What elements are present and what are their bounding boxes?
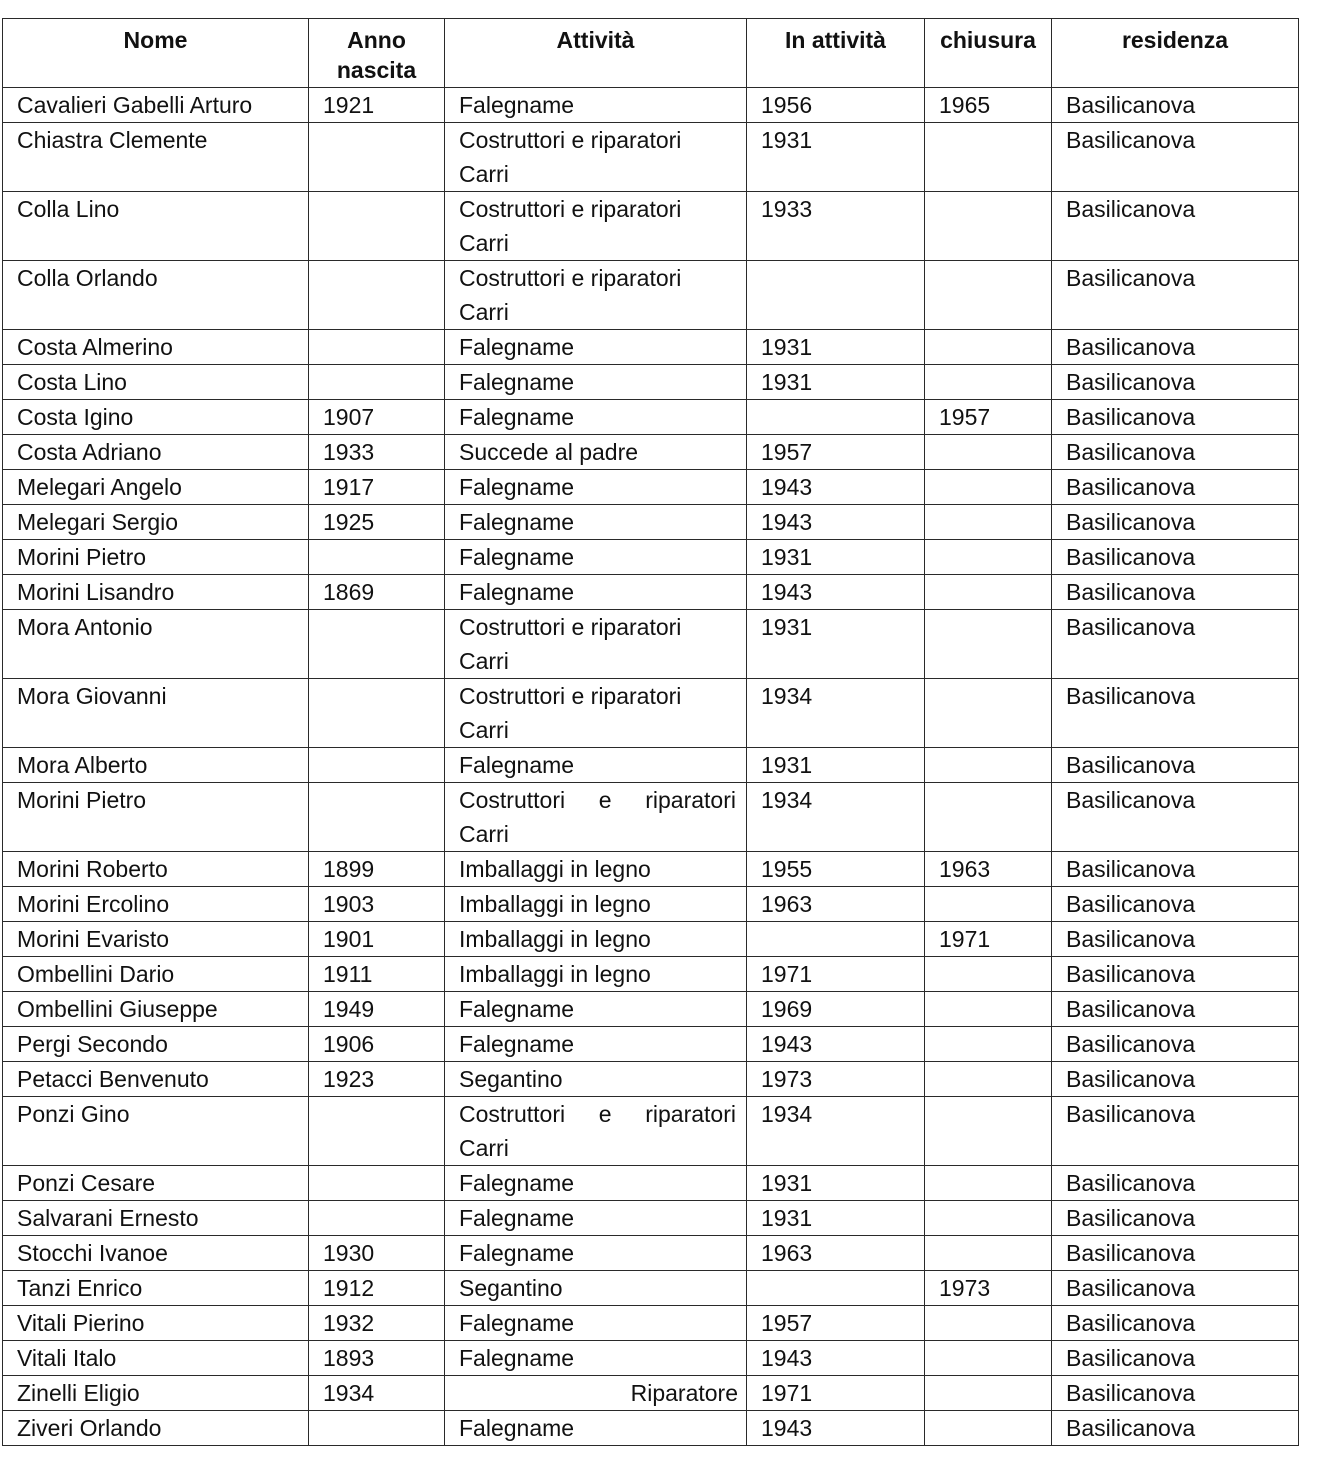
chiusura-cell xyxy=(925,1201,1052,1236)
residenza-cell: Basilicanova xyxy=(1052,1062,1299,1097)
nome-cell: Melegari Sergio xyxy=(3,505,309,540)
residenza-cell: Basilicanova xyxy=(1052,1027,1299,1062)
chiusura-cell xyxy=(925,261,1052,330)
scanned-page xyxy=(2,18,1298,1446)
table-row xyxy=(3,575,1299,610)
nome-cell: Ombellini Dario xyxy=(3,957,309,992)
anno-nascita-cell xyxy=(309,540,445,575)
residenza-cell: Basilicanova xyxy=(1052,957,1299,992)
in-attivita-cell: 1971 xyxy=(747,957,925,992)
chiusura-cell xyxy=(925,1166,1052,1201)
attivita-cell: Costruttori e riparatori Carri xyxy=(445,123,747,192)
in-attivita-cell: 1943 xyxy=(747,1027,925,1062)
table-row xyxy=(3,679,1299,748)
chiusura-cell xyxy=(925,365,1052,400)
table-row xyxy=(3,922,1299,957)
in-attivita-cell: 1973 xyxy=(747,1062,925,1097)
in-attivita-cell: 1931 xyxy=(747,540,925,575)
attivita-cell: Falegname xyxy=(445,992,747,1027)
anno-nascita-cell xyxy=(309,1201,445,1236)
in-attivita-cell: 1943 xyxy=(747,1411,925,1446)
residenza-cell: Basilicanova xyxy=(1052,922,1299,957)
attivita-cell: Falegname xyxy=(445,1027,747,1062)
chiusura-cell xyxy=(925,575,1052,610)
attivita-cell: Falegname xyxy=(445,540,747,575)
chiusura-cell xyxy=(925,887,1052,922)
anno-nascita-cell xyxy=(309,192,445,261)
table-row xyxy=(3,1236,1299,1271)
chiusura-cell xyxy=(925,1376,1052,1411)
in-attivita-cell: 1934 xyxy=(747,1097,925,1166)
table-body xyxy=(3,88,1299,1446)
nome-cell: Morini Lisandro xyxy=(3,575,309,610)
attivita-cell: Costruttori e riparatori Carri xyxy=(445,610,747,679)
table-row xyxy=(3,1341,1299,1376)
nome-cell: Stocchi Ivanoe xyxy=(3,1236,309,1271)
anno-nascita-cell: 1925 xyxy=(309,505,445,540)
residenza-cell: Basilicanova xyxy=(1052,748,1299,783)
nome-cell: Ponzi Cesare xyxy=(3,1166,309,1201)
anno-nascita-cell: 1903 xyxy=(309,887,445,922)
anno-nascita-cell: 1921 xyxy=(309,88,445,123)
in-attivita-cell: 1931 xyxy=(747,365,925,400)
chiusura-cell xyxy=(925,1236,1052,1271)
nome-cell: Ponzi Gino xyxy=(3,1097,309,1166)
in-attivita-cell: 1943 xyxy=(747,470,925,505)
residenza-cell: Basilicanova xyxy=(1052,852,1299,887)
anno-nascita-cell xyxy=(309,365,445,400)
residenza-cell: Basilicanova xyxy=(1052,1376,1299,1411)
residenza-cell: Basilicanova xyxy=(1052,505,1299,540)
chiusura-cell: 1963 xyxy=(925,852,1052,887)
anno-nascita-cell: 1949 xyxy=(309,992,445,1027)
in-attivita-cell xyxy=(747,1271,925,1306)
nome-cell: Mora Antonio xyxy=(3,610,309,679)
in-attivita-cell: 1943 xyxy=(747,1341,925,1376)
attivita-cell: Costruttori e riparatori Carri xyxy=(445,679,747,748)
chiusura-cell xyxy=(925,1062,1052,1097)
nome-cell: Ziveri Orlando xyxy=(3,1411,309,1446)
table-row xyxy=(3,1376,1299,1411)
in-attivita-cell: 1931 xyxy=(747,1166,925,1201)
chiusura-cell xyxy=(925,505,1052,540)
attivita-cell: Falegname xyxy=(445,365,747,400)
anno-nascita-cell: 1911 xyxy=(309,957,445,992)
chiusura-cell xyxy=(925,330,1052,365)
attivita-cell: Segantino xyxy=(445,1062,747,1097)
in-attivita-cell: 1963 xyxy=(747,1236,925,1271)
anno-nascita-cell xyxy=(309,610,445,679)
in-attivita-cell: 1931 xyxy=(747,1201,925,1236)
nome-cell: Cavalieri Gabelli Arturo xyxy=(3,88,309,123)
table-row xyxy=(3,1062,1299,1097)
nome-cell: Chiastra Clemente xyxy=(3,123,309,192)
residenza-cell: Basilicanova xyxy=(1052,365,1299,400)
table-row xyxy=(3,400,1299,435)
nome-cell: Mora Alberto xyxy=(3,748,309,783)
table-row xyxy=(3,123,1299,192)
nome-cell: Colla Orlando xyxy=(3,261,309,330)
anno-nascita-cell: 1893 xyxy=(309,1341,445,1376)
anno-nascita-cell xyxy=(309,261,445,330)
residenza-cell: Basilicanova xyxy=(1052,887,1299,922)
nome-cell: Salvarani Ernesto xyxy=(3,1201,309,1236)
residenza-cell: Basilicanova xyxy=(1052,1411,1299,1446)
in-attivita-cell: 1969 xyxy=(747,992,925,1027)
anno-nascita-cell xyxy=(309,1166,445,1201)
chiusura-cell xyxy=(925,1306,1052,1341)
table-row xyxy=(3,505,1299,540)
chiusura-cell xyxy=(925,783,1052,852)
attivita-cell: Costruttori e riparatori Carri xyxy=(445,783,747,852)
in-attivita-cell: 1957 xyxy=(747,435,925,470)
artisans-table xyxy=(2,18,1299,1446)
attivita-cell: Falegname xyxy=(445,575,747,610)
anno-nascita-cell xyxy=(309,123,445,192)
residenza-cell: Basilicanova xyxy=(1052,192,1299,261)
attivita-cell: Imballaggi in legno xyxy=(445,957,747,992)
in-attivita-cell: 1963 xyxy=(747,887,925,922)
attivita-cell: Imballaggi in legno xyxy=(445,922,747,957)
chiusura-cell xyxy=(925,1097,1052,1166)
in-attivita-cell: 1931 xyxy=(747,123,925,192)
attivita-cell: Falegname xyxy=(445,1236,747,1271)
residenza-cell: Basilicanova xyxy=(1052,1236,1299,1271)
residenza-cell: Basilicanova xyxy=(1052,1271,1299,1306)
attivita-cell: Succede al padre xyxy=(445,435,747,470)
chiusura-cell: 1965 xyxy=(925,88,1052,123)
table-row xyxy=(3,1097,1299,1166)
attivita-cell: Falegname xyxy=(445,748,747,783)
attivita-cell: Imballaggi in legno xyxy=(445,852,747,887)
chiusura-cell xyxy=(925,123,1052,192)
chiusura-cell: 1957 xyxy=(925,400,1052,435)
anno-nascita-cell: 1917 xyxy=(309,470,445,505)
header-row xyxy=(3,19,1299,88)
residenza-cell: Basilicanova xyxy=(1052,540,1299,575)
chiusura-cell: 1973 xyxy=(925,1271,1052,1306)
attivita-cell: Segantino xyxy=(445,1271,747,1306)
table-row xyxy=(3,192,1299,261)
anno-nascita-cell: 1912 xyxy=(309,1271,445,1306)
residenza-cell: Basilicanova xyxy=(1052,1166,1299,1201)
attivita-cell: Costruttori e riparatori Carri xyxy=(445,261,747,330)
nome-cell: Morini Ercolino xyxy=(3,887,309,922)
table-row xyxy=(3,852,1299,887)
table-row xyxy=(3,261,1299,330)
residenza-cell: Basilicanova xyxy=(1052,1306,1299,1341)
nome-cell: Costa Adriano xyxy=(3,435,309,470)
table-row xyxy=(3,783,1299,852)
chiusura-cell xyxy=(925,1027,1052,1062)
chiusura-cell xyxy=(925,470,1052,505)
residenza-cell: Basilicanova xyxy=(1052,1201,1299,1236)
residenza-cell: Basilicanova xyxy=(1052,679,1299,748)
nome-cell: Costa Lino xyxy=(3,365,309,400)
chiusura-cell xyxy=(925,192,1052,261)
header-nome: Nome xyxy=(3,19,309,88)
attivita-cell: Falegname xyxy=(445,1166,747,1201)
nome-cell: Costa Igino xyxy=(3,400,309,435)
attivita-cell: Falegname xyxy=(445,400,747,435)
nome-cell: Tanzi Enrico xyxy=(3,1271,309,1306)
anno-nascita-cell xyxy=(309,330,445,365)
chiusura-cell xyxy=(925,1341,1052,1376)
table-row xyxy=(3,610,1299,679)
nome-cell: Zinelli Eligio xyxy=(3,1376,309,1411)
anno-nascita-cell: 1869 xyxy=(309,575,445,610)
chiusura-cell xyxy=(925,435,1052,470)
residenza-cell: Basilicanova xyxy=(1052,88,1299,123)
table-row xyxy=(3,887,1299,922)
nome-cell: Morini Pietro xyxy=(3,540,309,575)
residenza-cell: Basilicanova xyxy=(1052,992,1299,1027)
header-chiusura: chiusura xyxy=(925,19,1052,88)
in-attivita-cell: 1956 xyxy=(747,88,925,123)
residenza-cell: Basilicanova xyxy=(1052,330,1299,365)
anno-nascita-cell: 1899 xyxy=(309,852,445,887)
in-attivita-cell: 1943 xyxy=(747,575,925,610)
residenza-cell: Basilicanova xyxy=(1052,261,1299,330)
anno-nascita-cell: 1932 xyxy=(309,1306,445,1341)
nome-cell: Costa Almerino xyxy=(3,330,309,365)
table-row xyxy=(3,1166,1299,1201)
chiusura-cell xyxy=(925,610,1052,679)
in-attivita-cell xyxy=(747,400,925,435)
nome-cell: Colla Lino xyxy=(3,192,309,261)
attivita-cell: Falegname xyxy=(445,505,747,540)
table-row xyxy=(3,470,1299,505)
residenza-cell: Basilicanova xyxy=(1052,123,1299,192)
anno-nascita-cell: 1906 xyxy=(309,1027,445,1062)
attivita-cell: Costruttori e riparatori Carri xyxy=(445,192,747,261)
anno-nascita-cell: 1901 xyxy=(309,922,445,957)
header-residenza: residenza xyxy=(1052,19,1299,88)
chiusura-cell xyxy=(925,1411,1052,1446)
residenza-cell: Basilicanova xyxy=(1052,435,1299,470)
header-anno-nascita: Anno nascita xyxy=(309,19,445,88)
nome-cell: Mora Giovanni xyxy=(3,679,309,748)
attivita-cell: Falegname xyxy=(445,88,747,123)
nome-cell: Morini Evaristo xyxy=(3,922,309,957)
attivita-cell: Costruttori e riparatori Carri xyxy=(445,1097,747,1166)
table-row xyxy=(3,540,1299,575)
nome-cell: Petacci Benvenuto xyxy=(3,1062,309,1097)
in-attivita-cell xyxy=(747,922,925,957)
chiusura-cell xyxy=(925,679,1052,748)
residenza-cell: Basilicanova xyxy=(1052,1341,1299,1376)
anno-nascita-cell xyxy=(309,1411,445,1446)
nome-cell: Vitali Italo xyxy=(3,1341,309,1376)
nome-cell: Vitali Pierino xyxy=(3,1306,309,1341)
table-row xyxy=(3,1411,1299,1446)
nome-cell: Ombellini Giuseppe xyxy=(3,992,309,1027)
attivita-cell: Falegname xyxy=(445,330,747,365)
in-attivita-cell: 1931 xyxy=(747,330,925,365)
nome-cell: Morini Pietro xyxy=(3,783,309,852)
attivita-cell: Falegname xyxy=(445,1341,747,1376)
in-attivita-cell xyxy=(747,261,925,330)
chiusura-cell xyxy=(925,957,1052,992)
anno-nascita-cell xyxy=(309,1097,445,1166)
table-row xyxy=(3,992,1299,1027)
table-row xyxy=(3,435,1299,470)
residenza-cell: Basilicanova xyxy=(1052,1097,1299,1166)
in-attivita-cell: 1971 xyxy=(747,1376,925,1411)
attivita-cell: Falegname xyxy=(445,1411,747,1446)
in-attivita-cell: 1957 xyxy=(747,1306,925,1341)
table-row xyxy=(3,1306,1299,1341)
chiusura-cell xyxy=(925,540,1052,575)
residenza-cell: Basilicanova xyxy=(1052,783,1299,852)
chiusura-cell: 1971 xyxy=(925,922,1052,957)
in-attivita-cell: 1931 xyxy=(747,748,925,783)
table-row xyxy=(3,957,1299,992)
anno-nascita-cell xyxy=(309,748,445,783)
nome-cell: Pergi Secondo xyxy=(3,1027,309,1062)
anno-nascita-cell: 1934 xyxy=(309,1376,445,1411)
table-row xyxy=(3,365,1299,400)
in-attivita-cell: 1934 xyxy=(747,783,925,852)
residenza-cell: Basilicanova xyxy=(1052,575,1299,610)
table-row xyxy=(3,330,1299,365)
attivita-cell: Falegname xyxy=(445,1201,747,1236)
attivita-cell: Imballaggi in legno xyxy=(445,887,747,922)
table-row xyxy=(3,748,1299,783)
residenza-cell: Basilicanova xyxy=(1052,610,1299,679)
table-row xyxy=(3,1201,1299,1236)
in-attivita-cell: 1933 xyxy=(747,192,925,261)
anno-nascita-cell: 1907 xyxy=(309,400,445,435)
attivita-cell: Falegname xyxy=(445,1306,747,1341)
residenza-cell: Basilicanova xyxy=(1052,470,1299,505)
anno-nascita-cell xyxy=(309,783,445,852)
in-attivita-cell: 1943 xyxy=(747,505,925,540)
table-row xyxy=(3,1027,1299,1062)
in-attivita-cell: 1934 xyxy=(747,679,925,748)
anno-nascita-cell: 1930 xyxy=(309,1236,445,1271)
anno-nascita-cell: 1923 xyxy=(309,1062,445,1097)
attivita-cell: Riparatore xyxy=(445,1376,747,1411)
nome-cell: Morini Roberto xyxy=(3,852,309,887)
in-attivita-cell: 1955 xyxy=(747,852,925,887)
anno-nascita-cell xyxy=(309,679,445,748)
table-row xyxy=(3,1271,1299,1306)
in-attivita-cell: 1931 xyxy=(747,610,925,679)
anno-nascita-cell: 1933 xyxy=(309,435,445,470)
chiusura-cell xyxy=(925,748,1052,783)
residenza-cell: Basilicanova xyxy=(1052,400,1299,435)
table-row xyxy=(3,88,1299,123)
chiusura-cell xyxy=(925,992,1052,1027)
header-attivita: Attività xyxy=(445,19,747,88)
attivita-cell: Falegname xyxy=(445,470,747,505)
header-in-attivita: In attività xyxy=(747,19,925,88)
nome-cell: Melegari Angelo xyxy=(3,470,309,505)
